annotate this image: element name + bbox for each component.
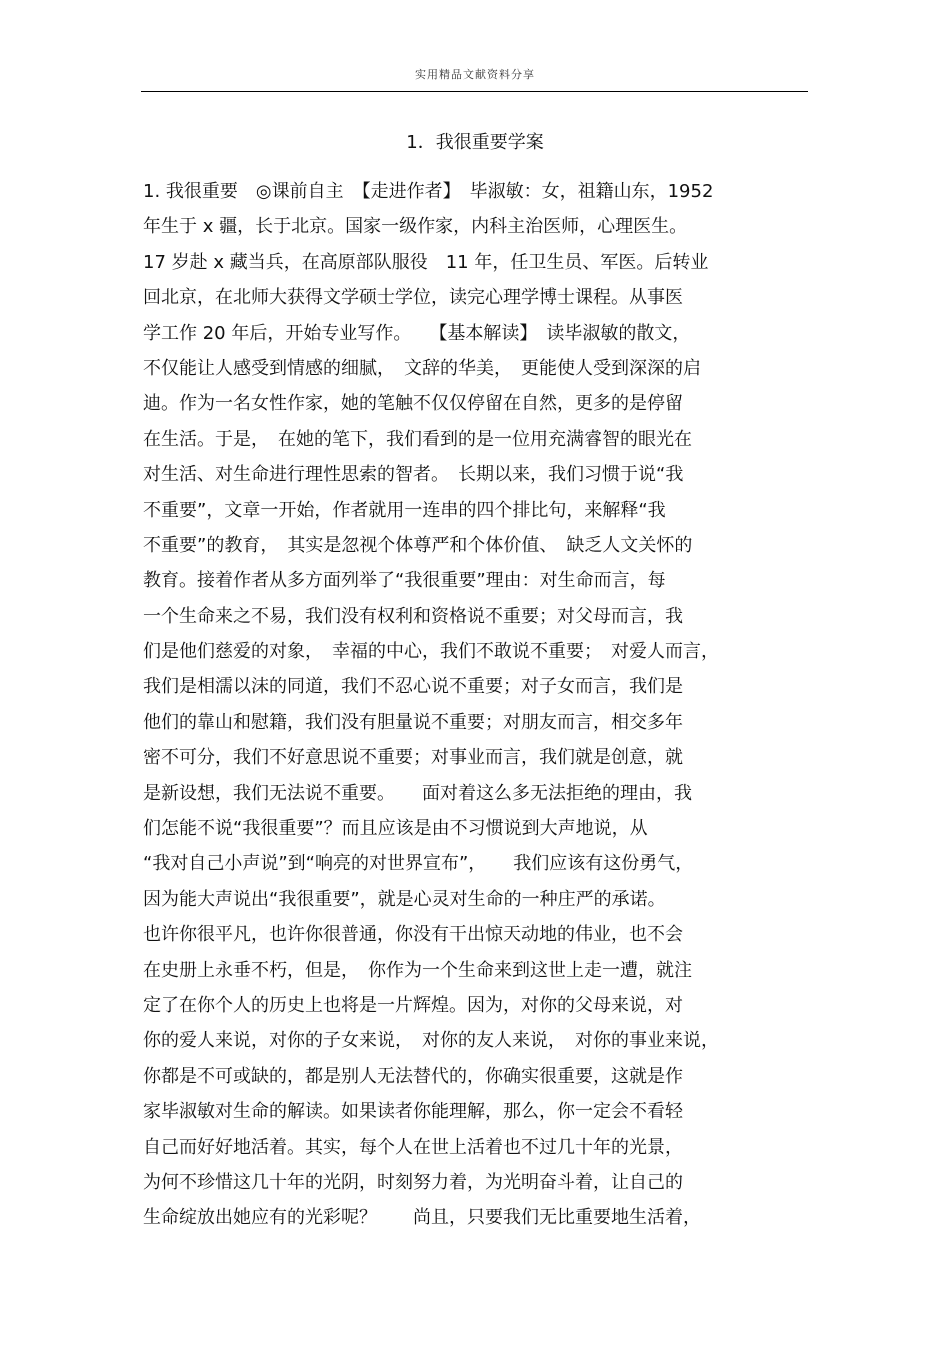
body-line: 在生活。于是， 在她的笔下，我们看到的是一位用充满睿智的眼光在 [143,428,692,450]
body-line: 一个生命来之不易，我们没有权利和资格说不重要；对父母而言，我 [143,605,683,627]
body-line: 密不可分，我们不好意思说不重要；对事业而言，我们就是创意，就 [143,747,683,769]
body-line: 年生于 x 疆，长于北京。国家一级作家，内科主治医师，心理医生。 [143,216,688,238]
body-line: 也许你很平凡，也许你很普通，你没有干出惊天动地的伟业，也不会 [143,924,683,946]
body-line: 回北京，在北师大获得文学硕士学位，读完心理学博士课程。从事医 [143,287,683,309]
body-line: 17 岁赴 x 藏当兵，在高原部队服役 11 年，任卫生员、军医。后转业 [143,251,709,273]
body-line: 家毕淑敏对生命的解读。如果读者你能理解，那么，你一定会不看轻 [143,1101,683,1123]
body-line: 1. 我很重要 ◎课前自主 【走进作者】 毕淑敏：女，祖籍山东，1952 [143,181,714,202]
body-line: 是新设想，我们无法说不重要。 面对着这么多无法拒绝的理由，我 [143,782,692,804]
header-divider [141,91,808,92]
body-line: 迪。作为一名女性作家，她的笔触不仅仅停留在自然，更多的是停留 [143,393,683,415]
body-line: 生命绽放出她应有的光彩呢？ 尚且，只要我们无比重要地生活着， [143,1207,701,1229]
body-line: 为何不珍惜这几十年的光阴，时刻努力着，为光明奋斗着，让自己的 [143,1171,683,1193]
body-line: 定了在你个人的历史上也将是一片辉煌。因为，对你的父母来说，对 [143,994,683,1016]
document-title: 1．我很重要学案 [406,132,544,153]
body-line: 教育。接着作者从多方面列举了“我很重要”理由：对生命而言，每 [143,570,666,592]
body-line: 们怎能不说“我很重要”？而且应该是由不习惯说到大声地说，从 [143,818,648,840]
page-header: 实用精品文献资料分享 [415,68,535,81]
body-line: 我们是相濡以沫的同道，我们不忍心说不重要；对子女而言，我们是 [143,676,683,698]
body-line: 学工作 20 年后，开始专业写作。 【基本解读】 读毕淑敏的散文， [143,322,691,344]
body-line: 对生活、对生命进行理性思索的智者。 长期以来，我们习惯于说“我 [143,464,684,486]
body-line: 不仅能让人感受到情感的细腻， 文辞的华美， 更能使人受到深深的启 [143,357,701,379]
body-line: 因为能大声说出“我很重要”，就是心灵对生命的一种庄严的承诺。 [143,888,666,910]
document-body [143,174,813,1236]
body-line: 在史册上永垂不朽，但是， 你作为一个生命来到这世上走一遭，就注 [143,959,692,981]
body-line: 不重要”的教育， 其实是忽视个体尊严和个体价值、 缺乏人文关怀的 [143,534,693,556]
body-line: 他们的靠山和慰籍，我们没有胆量说不重要；对朋友而言，相交多年 [143,711,683,733]
body-line: 不重要”，文章一开始，作者就用一连串的四个排比句，来解释“我 [143,499,666,521]
body-line: 自己而好好地活着。其实，每个人在世上活着也不过几十年的光景， [143,1136,683,1158]
body-line: “我对自己小声说”到“响亮的对世界宣布”， 我们应该有这份勇气， [143,853,694,875]
body-line: 你的爱人来说，对你的子女来说， 对你的友人来说， 对你的事业来说， [143,1030,719,1052]
body-line: 你都是不可或缺的，都是别人无法替代的，你确实很重要，这就是作 [143,1065,683,1087]
body-line: 们是他们慈爱的对象， 幸福的中心，我们不敢说不重要； 对爱人而言， [143,641,719,663]
